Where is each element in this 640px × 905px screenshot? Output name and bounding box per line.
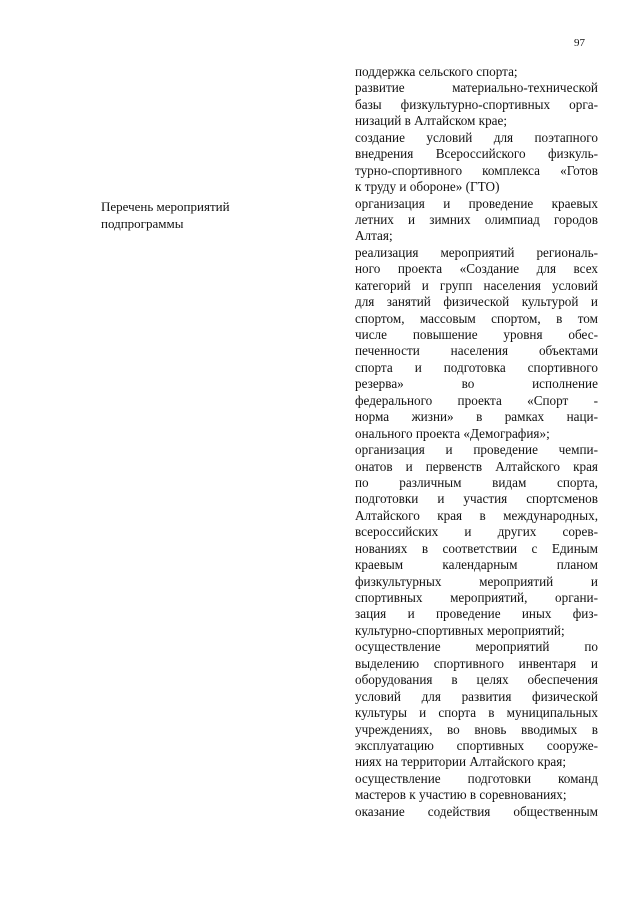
- text-line: спорта и подготовка спортивного: [355, 359, 598, 375]
- text-line: оказание содействия общественным: [355, 803, 598, 819]
- text-line: федерального проекта «Спорт -: [355, 392, 598, 408]
- text-line: эксплуатацию спортивных сооруже-: [355, 737, 598, 753]
- text-line: условий для развития физической: [355, 688, 598, 704]
- text-line: оборудования в целях обеспечения: [355, 672, 598, 688]
- text-line: краевым календарным планом: [355, 557, 598, 573]
- text-line: осуществление мероприятий по: [355, 639, 598, 655]
- text-line: онатов и первенств Алтайского края: [355, 458, 598, 474]
- text-line: летних и зимних олимпиад городов: [355, 211, 598, 227]
- text-line: организация и проведение краевых: [355, 195, 598, 211]
- text-line: по различным видам спорта,: [355, 474, 598, 490]
- text-line: спортивных мероприятий, органи-: [355, 590, 598, 605]
- text-line: поддержка сельского спорта;: [355, 64, 518, 79]
- text-line: культуры и спорта в муниципальных: [355, 705, 598, 721]
- text-line: организация и проведение чемпи-: [355, 442, 598, 458]
- text-line: печенности населения объектами: [355, 343, 598, 359]
- text-line: спортом, массовым спортом, в том: [355, 310, 598, 326]
- text-line: для занятий физической культурой и: [355, 294, 598, 310]
- text-line: внедрения Всероссийского физкуль-: [355, 146, 598, 162]
- page-number: 97: [574, 37, 585, 49]
- text-line: турно-спортивного комплекса «Готов: [355, 162, 598, 178]
- row-label: [101, 199, 291, 232]
- text-line: осуществление подготовки команд: [355, 770, 598, 786]
- text-line: развитие материально-технической: [355, 80, 598, 96]
- text-line: создание условий для поэтапного: [355, 129, 598, 145]
- text-line: культурно-спортивных мероприятий;: [355, 622, 565, 638]
- text-line: нованиях в соответствии с Единым: [355, 540, 598, 556]
- text-line: норма жизни» в рамках наци-: [355, 409, 598, 425]
- text-line: числе повышение уровня обес-: [355, 327, 598, 342]
- measures-list: [355, 64, 598, 820]
- text-line: учреждениях, во вновь вводимых в: [355, 721, 598, 737]
- row-label-line: подпрограммы: [101, 215, 184, 231]
- text-line: Алтая;: [355, 228, 393, 244]
- text-line: онального проекта «Демография»;: [355, 425, 550, 441]
- text-line: подготовки и участия спортсменов: [355, 491, 598, 507]
- text-line: низаций в Алтайском крае;: [355, 113, 508, 129]
- text-line: Алтайского края в международных,: [355, 507, 598, 523]
- text-line: категорий и групп населения условий: [355, 277, 598, 293]
- text-line: к труду и обороне» (ГТО): [355, 179, 500, 195]
- text-line: мастеров к участию в соревнованиях;: [355, 787, 567, 803]
- text-line: резерва» во исполнение: [355, 376, 598, 392]
- text-line: всероссийских и других сорев-: [355, 524, 598, 540]
- text-line: зация и проведение иных физ-: [355, 606, 598, 622]
- text-line: выделению спортивного инвентаря и: [355, 655, 598, 671]
- row-label-line: Перечень мероприятий: [101, 199, 230, 214]
- text-line: физкультурных мероприятий и: [355, 573, 598, 589]
- text-line: ниях на территории Алтайского края;: [355, 754, 567, 770]
- text-line: базы физкультурно-спортивных орга-: [355, 96, 598, 112]
- text-line: ного проекта «Создание для всех: [355, 261, 598, 277]
- text-line: реализация мероприятий региональ-: [355, 244, 598, 260]
